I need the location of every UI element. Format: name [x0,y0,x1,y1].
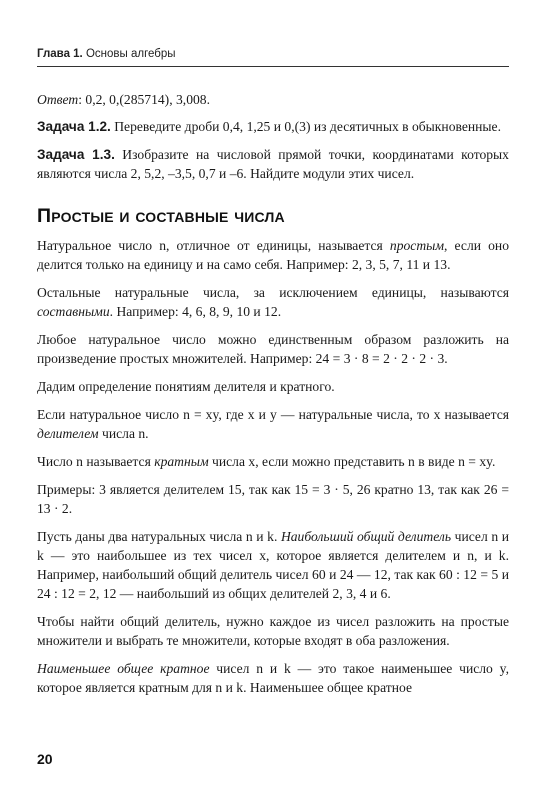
composite-definition-paragraph [37,283,509,321]
text-run: Любое натуральное число можно единственным образом разложить на произведение простых множителей. Например: 24 = 3 · 8 = 2 · 2 · 2 · 3. [37,332,509,366]
text-run: Если натуральное число n = xy, где x и y — натуральные числа, то x называется [37,407,509,422]
text-run: Пусть даны два натуральных числа n и k. [37,529,281,544]
prime-definition-paragraph [37,236,509,274]
term-multiple: кратным [154,454,209,469]
chapter-label: Глава 1. [37,48,83,60]
answer-paragraph [37,90,509,109]
task-1-2-label: Задача 1.2. [37,119,111,134]
multiple-definition-paragraph [37,452,509,471]
term-composite: составными [37,304,110,319]
text-run: числа n. [98,426,149,441]
text-run: Натуральное число n, отличное от единицы, называется [37,238,390,253]
task-1-3-paragraph [37,145,509,183]
gcd-definition-paragraph [37,527,509,603]
section-title: Простые и составные числа [37,205,285,227]
divisor-intro-paragraph [37,377,509,396]
text-run: Примеры: 3 является делителем 15, так как 15 = 3 · 5, 26 кратно 13, так как 26 = 13 · 2. [37,482,509,516]
chapter-title: Основы алгебры [85,48,176,60]
page-body [37,90,509,706]
page-number: 20 [37,751,53,767]
term-prime: простым [389,238,445,253]
text-run: Чтобы найти общий делитель, нужно каждое из чисел разложить на простые множители и выбрать те множители, которые входят в оба разложения. [37,614,509,648]
lcm-definition-paragraph [37,659,509,697]
task-1-2-text: Переведите дроби 0,4, 1,25 и 0,(3) из десятичных в обыкновенные. [110,119,501,134]
section-heading [37,207,509,226]
task-1-3-label: Задача 1.3. [37,147,115,162]
text-run: , если оно делится только на единицу и на само себя. Например: 2, 3, 5, 7, 11 и 13. [37,238,510,272]
term-divisor: делителем [37,426,99,441]
text-run: Дадим определение понятиям делителя и кратного. [37,379,335,394]
term-lcm: Наименьшее общее кратное [37,661,210,676]
answer-text: : 0,2, 0,(285714), 3,008. [78,92,210,107]
term-gcd: Наибольший общий делитель [280,529,452,544]
task-1-3-text: Изобразите на числовой прямой точки, координатами которых являются числа 2, 5,2, –3,5, 0,7 и –6. Найдите модули этих чисел. [37,147,509,181]
text-run: Число n называется [37,454,155,469]
text-run: чисел n и k — это наибольшее из тех чисел x, которое является делителем и n, и k. Например, наибольший общий делитель чисел 60 и 24 — 12, так как 60 : 12 = 5 и 24 : 12 = 2, 12 — наибольший из общих делителей 2, 3, 4 и 6. [37,529,509,601]
factorization-paragraph [37,330,509,368]
running-head [37,48,509,67]
text-run: . Например: 4, 6, 8, 9, 10 и 12. [109,304,282,319]
text-run: чисел n и k — это такое наименьшее число y, которое является кратным для n и k. Наименьшее общее кратное [37,661,509,695]
divisor-definition-paragraph [37,405,509,443]
text-run: Остальные натуральные числа, за исключением единицы, называются [37,285,509,300]
gcd-method-paragraph [37,612,509,650]
task-1-2-paragraph [37,117,509,136]
examples-paragraph [37,480,509,518]
answer-label: Ответ [37,92,79,107]
text-run: числа x, если можно представить n в виде n = xy. [208,454,496,469]
